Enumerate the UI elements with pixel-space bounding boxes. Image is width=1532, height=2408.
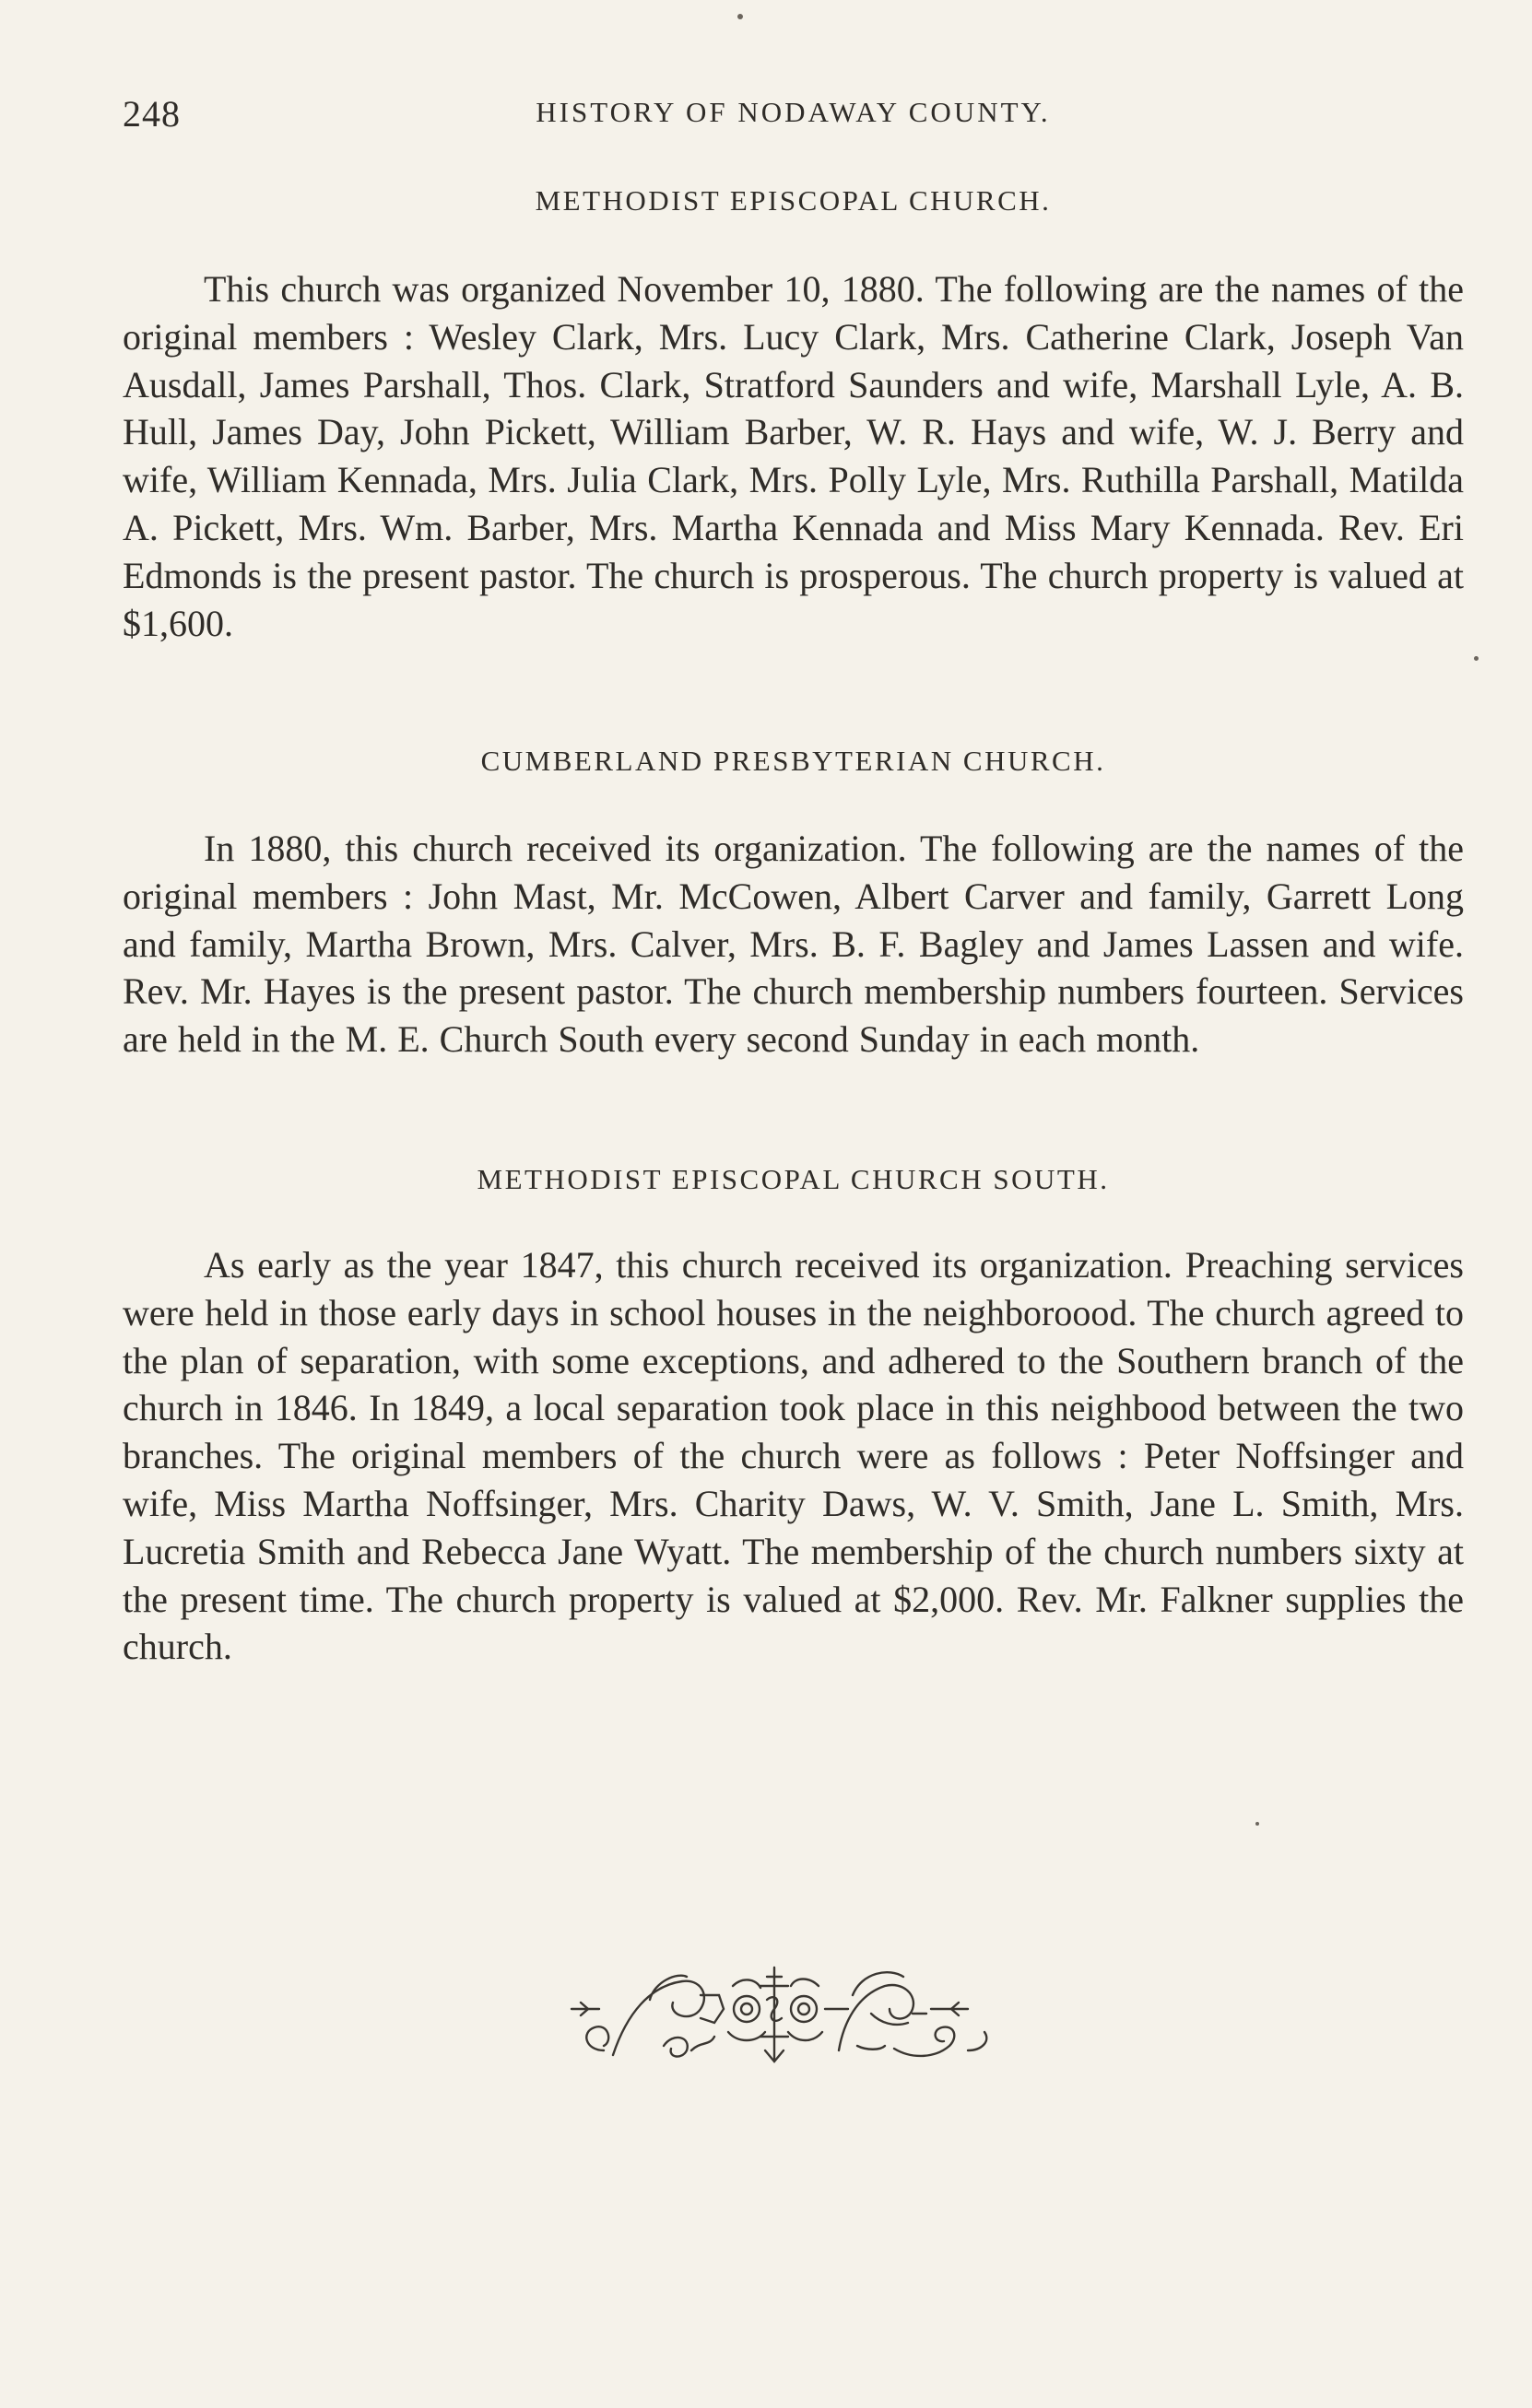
section-heading-cumberland-presbyterian: CUMBERLAND PRESBYTERIAN CHURCH. [480, 745, 1106, 777]
page-number: 248 [123, 93, 181, 135]
section-body-methodist-episcopal-south: As early as the year 1847, this church received its organization. Preaching services were held in those early days in school houses in the neighboroood. The church agreed to the plan of separation, with some exceptions, and adhered to the Southern branch of the church in 1846. In 1849, a local separation took place in this neighbood between the two branches. The original members of the church were as follows : Peter Noffsinger and wife, Miss Martha Noffsinger, Mrs. Charity Daws, W. V. Smith, Jane L. Smith, Mrs. Lucretia Smith and Rebecca Jane Wyatt. The membership of the church numbers sixty at the present time. The church property is valued at $2,000. Rev. Mr. Falkner supplies the church. [123, 1244, 1464, 1668]
running-head [123, 92, 1464, 138]
section-body-cumberland-presbyterian: In 1880, this church received its organization. The following are the names of the original members : John Mast, Mr. McCowen, Albert Carver and family, Garrett Long and family, Martha Brown, Mrs. Calver, Mrs. B. F. Bagley and James Lassen and wife. Rev. Mr. Hayes is the present pastor. The church membership numbers fourteen. Services are held in the M. E. Church South every second Sunday in each month. [123, 828, 1464, 1061]
speck [1255, 1822, 1259, 1826]
section-body-methodist-episcopal: This church was organized November 10, 1880. The following are the names of the original members : Wesley Clark, Mrs. Lucy Clark, Mrs. Catherine Clark, Joseph Van Ausdall, James Parshall, Thos. Clark, Stratford Saunders and wife, Marshall Lyle, A. B. Hull, James Day, John Pickett, William Barber, W. R. Hays and wife, W. J. Berry and wife, William Kennada, Mrs. Julia Clark, Mrs. Polly Lyle, Mrs. Ruthilla Parshall, Matilda A. Pickett, Mrs. Wm. Barber, Mrs. Martha Kennada and Miss Mary Kennada. Rev. Eri Edmonds is the present pastor. The church is prosperous. The church property is valued at $1,600. [123, 268, 1464, 644]
decorative-tailpiece-ornament [562, 1958, 1005, 2073]
speck [1474, 656, 1479, 661]
section-heading-methodist-episcopal-south: METHODIST EPISCOPAL CHURCH SOUTH. [477, 1163, 1110, 1195]
section-heading-methodist-episcopal: METHODIST EPISCOPAL CHURCH. [535, 184, 1052, 217]
running-title: HISTORY OF NODAWAY COUNTY. [536, 96, 1051, 128]
scroll-flourish-icon [572, 1968, 986, 2061]
speck [737, 14, 743, 19]
